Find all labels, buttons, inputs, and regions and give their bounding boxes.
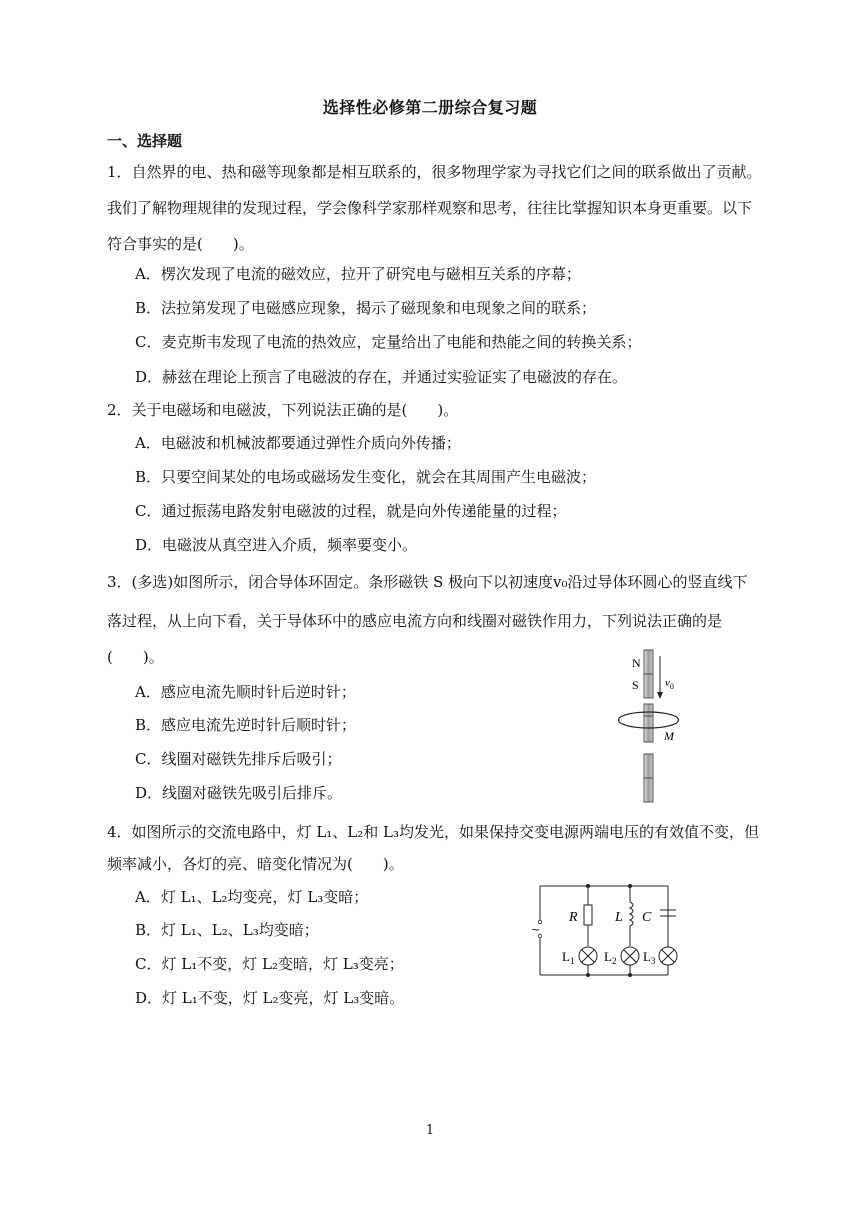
label-l3: $L_3$ (643, 949, 656, 966)
magnet-ring-figure (610, 648, 690, 808)
q1-option-c: C．麦克斯韦发现了电流的热效应，定量给出了电能和热能之间的转换关系； (135, 333, 642, 351)
q3-stem-line: 落过程，从上向下看，关于导体环中的感应电流方向和线圈对磁铁作用力，下列说法正确的是 (107, 612, 723, 630)
resistor-symbol (584, 905, 592, 925)
label-l: L (615, 910, 623, 925)
page-title: 选择性必修第二册综合复习题 (322, 98, 538, 117)
ac-circuit-figure (528, 880, 688, 980)
label-c: C (642, 910, 652, 925)
q3-stem-line: ( )。 (107, 648, 164, 666)
ac-source-symbol: ~ (531, 923, 541, 936)
label-r: R (569, 910, 578, 925)
q4-stem-line: 4．如图所示的交流电路中，灯 L₁、L₂和 L₃均发光，如果保持交变电源两端电压的有效值不变，但 (107, 823, 760, 841)
inductor-symbol (630, 902, 633, 926)
q1-stem-line: 1．自然界的电、热和磁等现象都是相互联系的，很多物理学家为寻找它们之间的联系做出了贡献。 (107, 163, 762, 181)
ring-label: M (664, 729, 674, 743)
q3-option-d: D．线圈对磁铁先吸引后排斥。 (135, 784, 343, 802)
label-l1: $L_1$ (562, 949, 575, 966)
q1-stem-line: 符合事实的是( )。 (107, 235, 254, 253)
q1-stem-line: 我们了解物理规律的发现过程，学会像科学家那样观察和思考，往往比掌握知识本身更重要。以下 (107, 199, 753, 217)
q1-option-d: D．赫兹在理论上预言了电磁波的存在，并通过实验证实了电磁波的存在。 (135, 368, 628, 386)
q2-option-b: B．只要空间某处的电场或磁场发生变化，就会在其周围产生电磁波； (135, 468, 597, 486)
q4-option-c: C．灯 L₁不变，灯 L₂变暗，灯 L₃变亮； (135, 955, 404, 973)
q2-stem-line: 2．关于电磁场和电磁波，下列说法正确的是( )。 (107, 401, 459, 419)
q4-stem-line: 频率减小，各灯的亮、暗变化情况为( )。 (107, 855, 404, 873)
q2-option-d: D．电磁波从真空进入介质，频率要变小。 (135, 536, 418, 554)
label-l2: $L_2$ (604, 949, 617, 966)
q1-option-b: B．法拉第发现了电磁感应现象，揭示了磁现象和电现象之间的联系； (135, 299, 597, 317)
q4-option-d: D．灯 L₁不变，灯 L₂变亮，灯 L₃变暗。 (135, 989, 405, 1007)
q2-option-a: A．电磁波和机械波都要通过弹性介质向外传播； (135, 434, 461, 452)
south-pole-label: S (632, 678, 639, 692)
q3-option-c: C．线圈对磁铁先排斥后吸引； (135, 750, 342, 768)
q4-option-a: A．灯 L₁、L₂均变亮，灯 L₃变暗； (135, 888, 369, 906)
q3-option-b: B．感应电流先逆时针后顺时针； (135, 716, 357, 734)
section-heading: 一、选择题 (107, 132, 183, 150)
north-pole-label: N (632, 656, 641, 670)
q3-stem-line: 3．(多选)如图所示，闭合导体环固定。条形磁铁 S 极向下以初速度v₀沿过导体环圆心的竖直线下 (107, 573, 748, 591)
page-number: 1 (425, 1123, 435, 1138)
q2-option-c: C．通过振荡电路发射电磁波的过程，就是向外传递能量的过程； (135, 502, 567, 520)
q4-option-b: B．灯 L₁、L₂、L₃均变暗； (135, 921, 319, 939)
q3-option-a: A．感应电流先顺时针后逆时针； (135, 683, 356, 701)
velocity-label: $v_0$ (665, 677, 674, 691)
q1-option-a: A．楞次发现了电流的磁效应，拉开了研究电与磁相互关系的序幕； (135, 265, 581, 283)
